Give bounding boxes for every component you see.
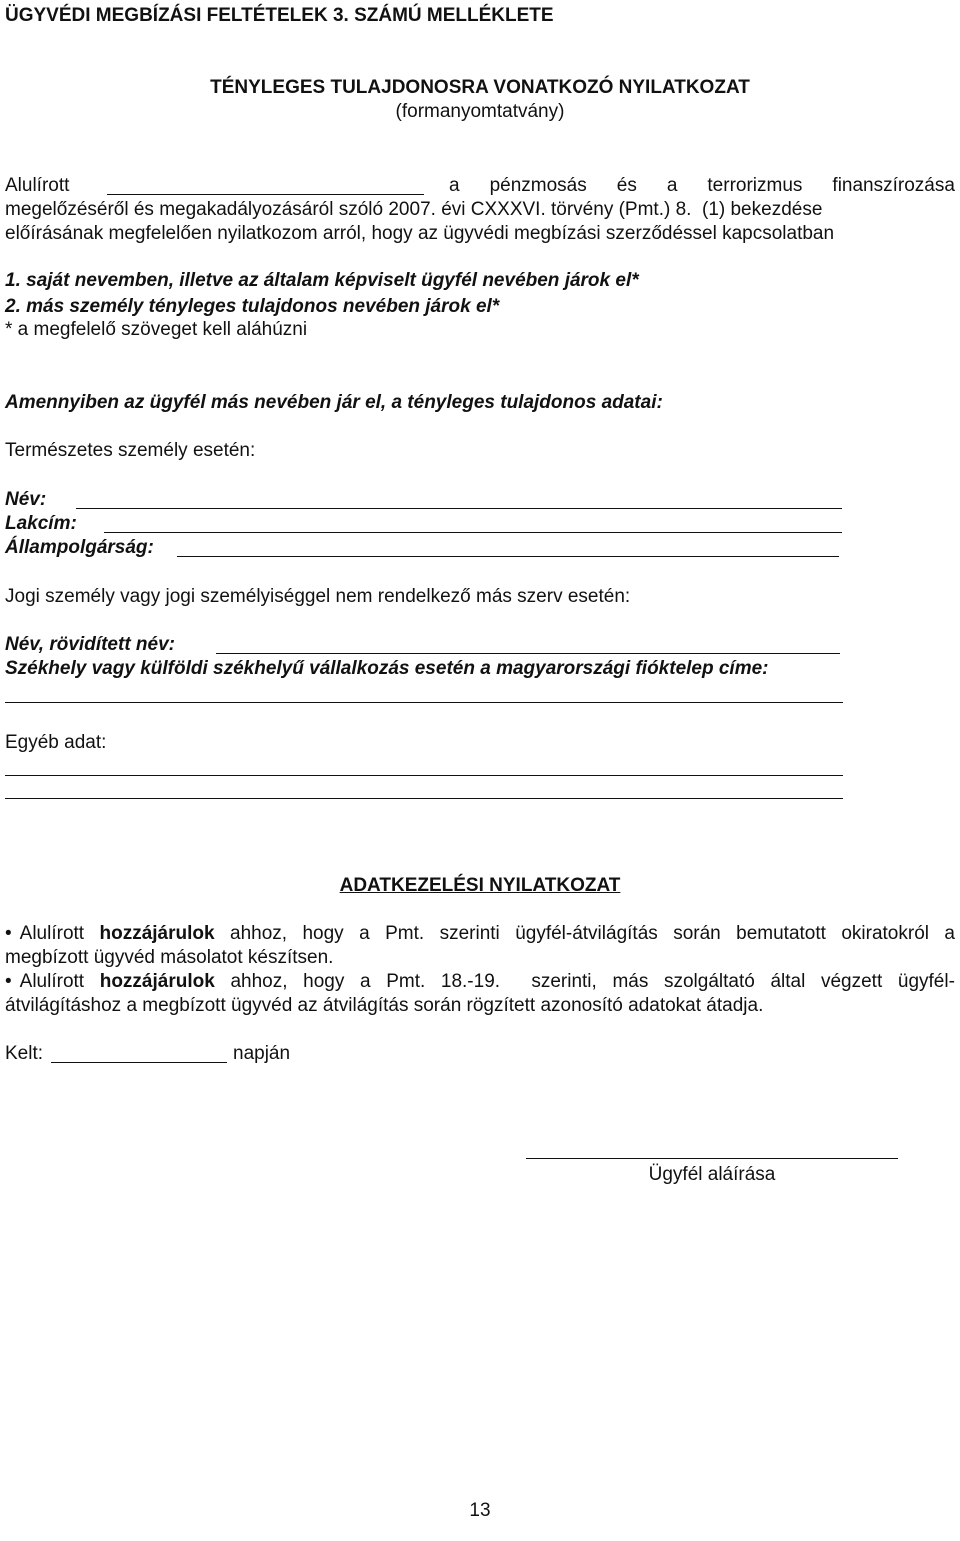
signature-field[interactable] [526,1158,898,1159]
citizenship-field[interactable] [177,556,839,557]
option-other-owner[interactable]: 2. más személy tényleges tulajdonos nevében járok el* [5,296,500,317]
bullet-icon: • [5,971,12,992]
consent-item-2-line1: • Alulírott hozzájárulok ahhoz, hogy a Pmt. 18.-19. szerinti, más szolgáltató által végzett ügyfél- [5,971,955,992]
consent-item-2-line2: átvilágításhoz a megbízott ügyvéd az átvilágítás során rögzített azonosító adatokat átadja. [5,995,764,1016]
address-label: Lakcím: [5,513,77,534]
intro-line2: megelőzéséről és megakadályozásáról szóló 2007. évi CXXXVI. törvény (Pmt.) 8. (1) bekezdése [5,199,823,220]
intro-line3: előírásának megfelelően nyilatkozom arról, hogy az ügyvédi megbízási szerződéssel kapcsolatban [5,223,835,244]
seat-label: Székhely vagy külföldi székhelyű vállalkozás esetén a magyarországi fióktelep címe: [5,658,769,679]
natural-person-label: Természetes személy esetén: [5,440,256,461]
main-title: TÉNYLEGES TULAJDONOSRA VONATKOZÓ NYILATKOZAT [210,77,750,98]
seat-field[interactable] [5,702,843,703]
date-field[interactable] [51,1062,227,1063]
page-number: 13 [469,1500,491,1521]
other-data-field-1[interactable] [5,775,843,776]
short-name-field[interactable] [216,653,840,654]
other-data-label: Egyéb adat: [5,732,107,753]
short-name-label: Név, rövidített név: [5,634,175,655]
intro-alulirott: Alulírott [5,175,70,196]
owner-heading: Amennyiben az ügyfél más nevében jár el, a tényleges tulajdonos adatai: [5,392,663,413]
legal-person-label: Jogi személy vagy jogi személyiséggel nem rendelkező más szerv esetén: [5,586,631,607]
signature-label: Ügyfél aláírása [648,1164,776,1185]
bullet-icon: • [5,923,12,944]
date-suffix: napján [233,1043,291,1064]
consent-item-1-line1: • Alulírott hozzájárulok ahhoz, hogy a Pmt. szerinti ügyfél-átvilágítás során bemutatott okiratokról a [5,923,955,944]
intro-line1-rest: a pénzmosás és a terrorizmus finanszírozása [449,175,955,196]
footnote: * a megfelelő szöveget kell aláhúzni [5,319,308,340]
citizenship-label: Állampolgárság: [5,537,154,558]
date-label: Kelt: [5,1043,44,1064]
other-data-field-2[interactable] [5,798,843,799]
annex-title: ÜGYVÉDI MEGBÍZÁSI FELTÉTELEK 3. SZÁMÚ MELLÉKLETE [5,5,554,26]
address-field[interactable] [104,532,842,533]
form-subtitle: (formanyomtatvány) [395,101,565,122]
name-label: Név: [5,489,47,510]
option-own-name[interactable]: 1. saját nevemben, illetve az általam képviselt ügyfél nevében járok el* [5,270,639,291]
data-protection-title: ADATKEZELÉSI NYILATKOZAT [339,875,621,896]
consent-item-1-line2: megbízott ügyvéd másolatot készítsen. [5,947,334,968]
signer-name-field[interactable] [107,194,424,195]
name-field[interactable] [76,508,842,509]
